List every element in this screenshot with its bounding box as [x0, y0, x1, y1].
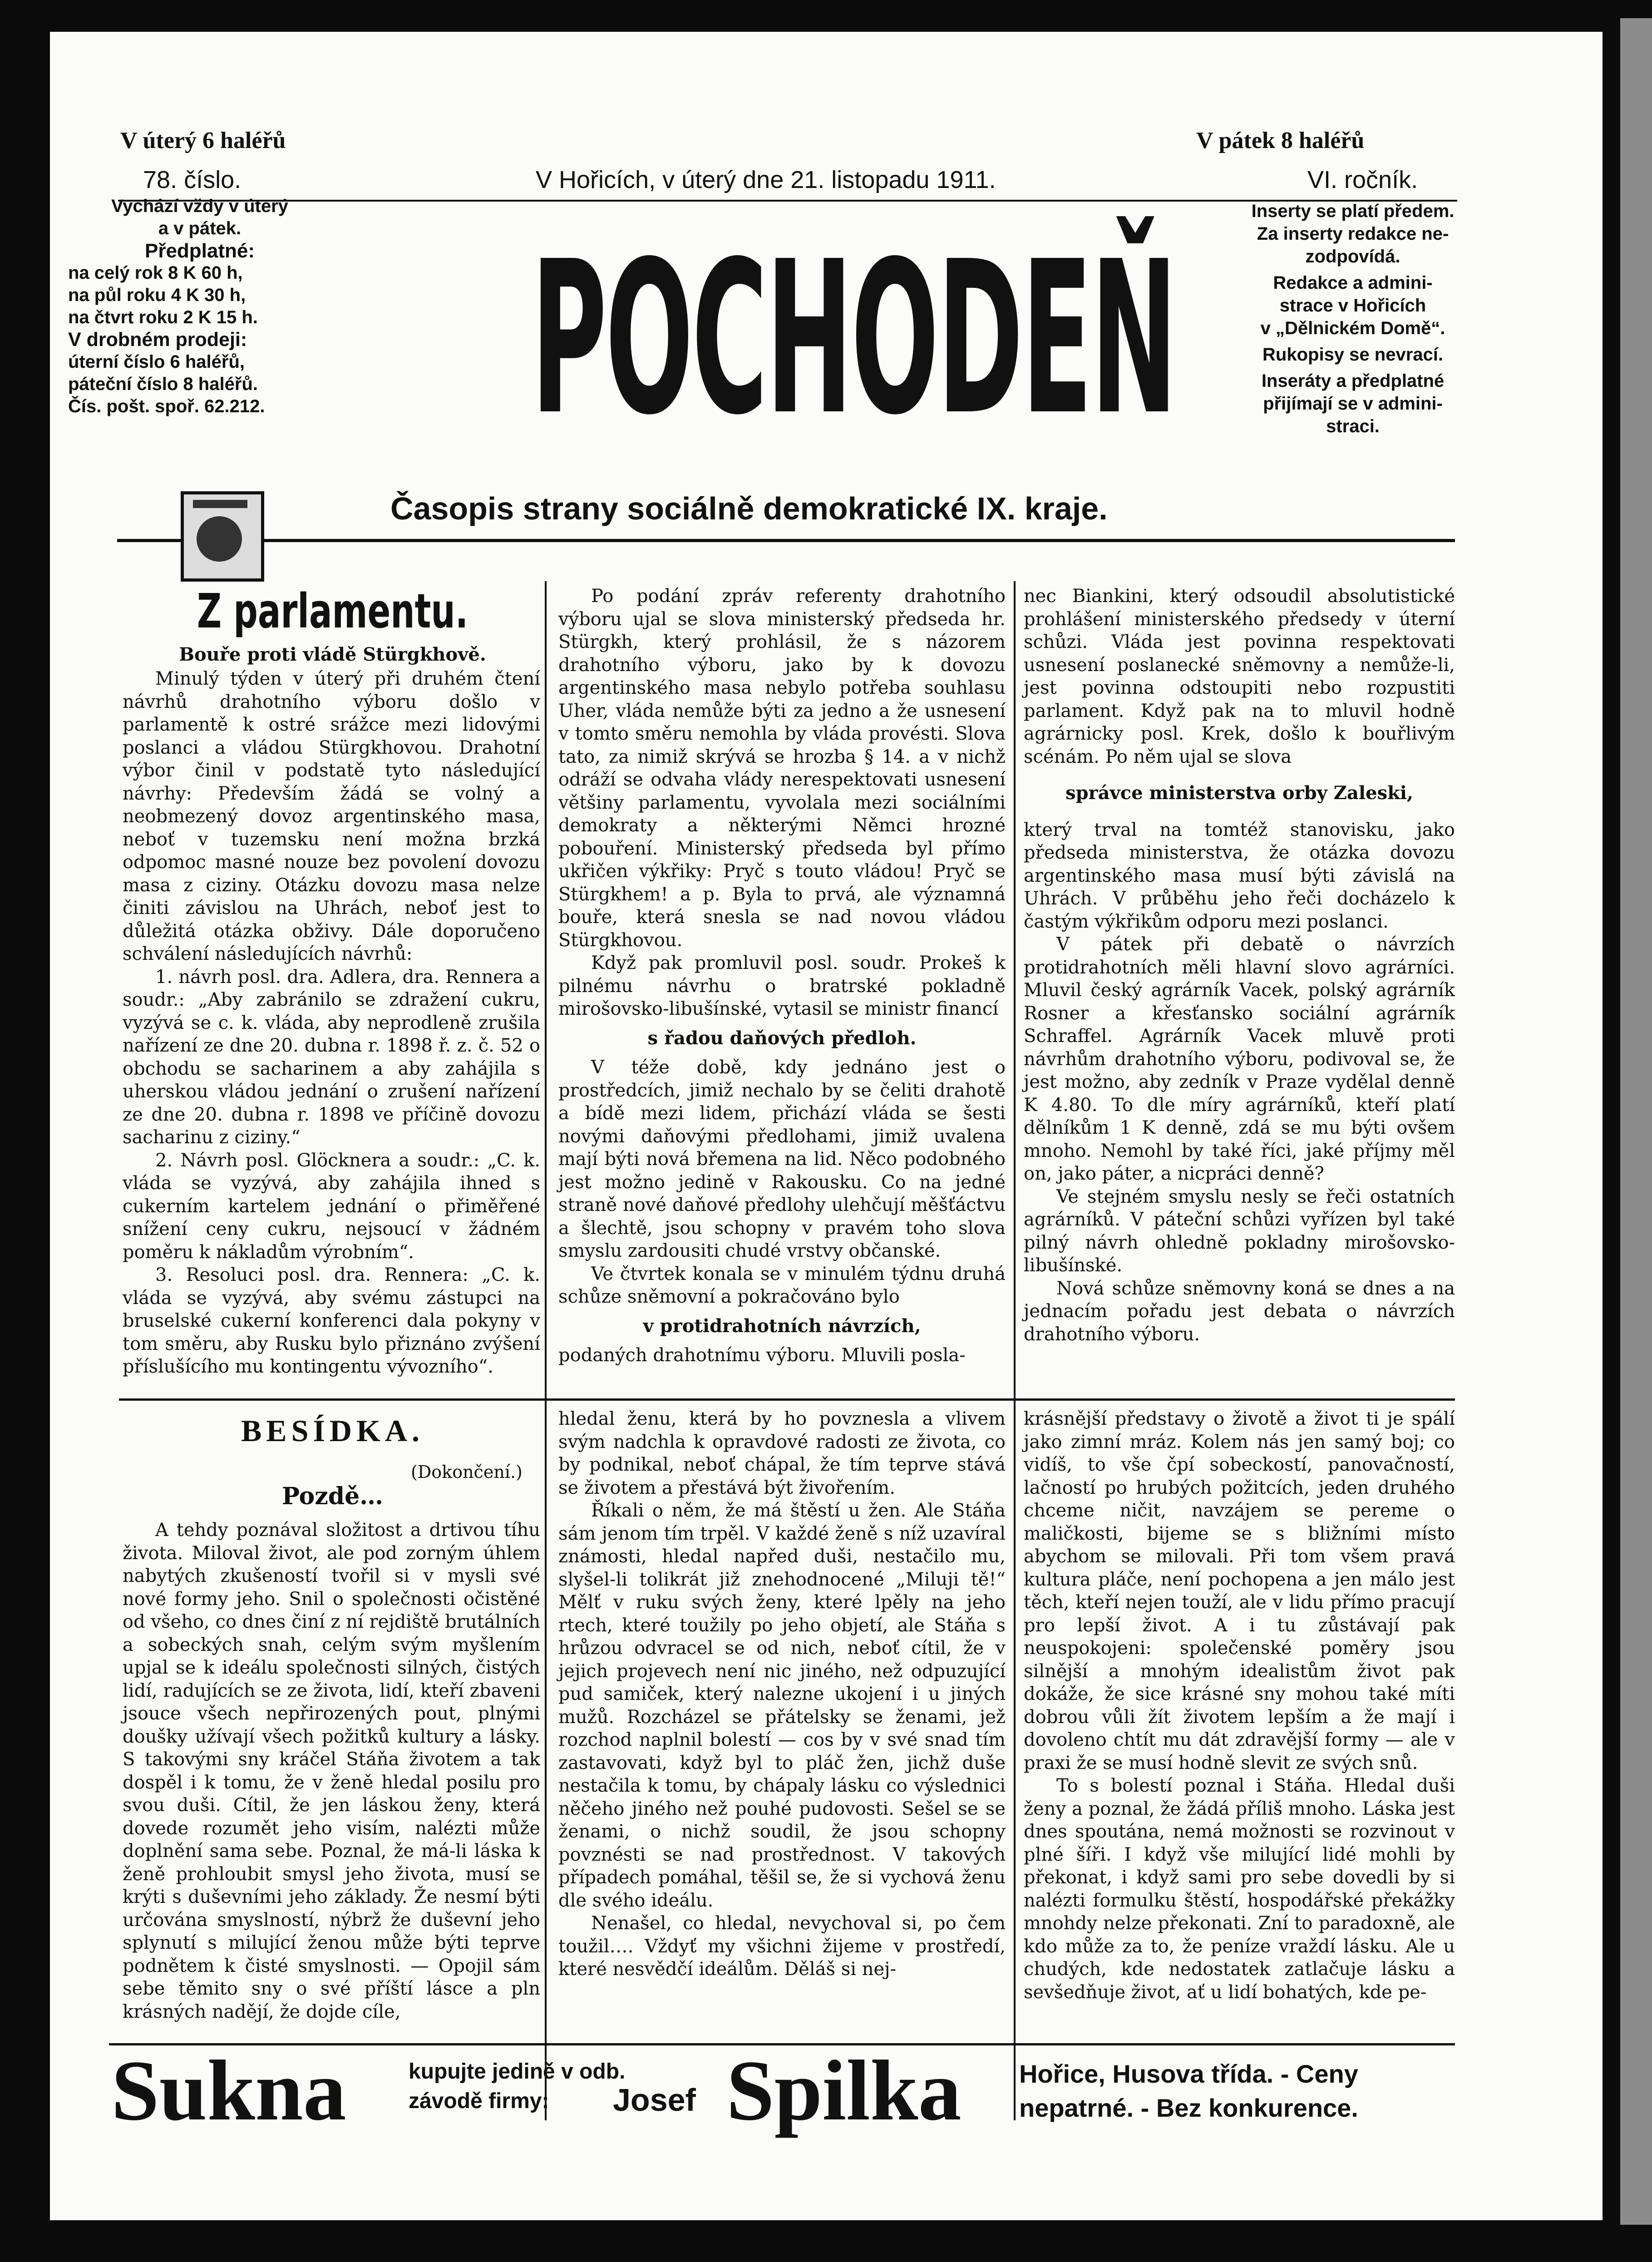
- paragraph: podaných drahotnímu výboru. Mluvili posla-: [558, 1345, 966, 1366]
- info-line: na celý rok 8 K 60 h,: [68, 263, 243, 283]
- paragraph: V pátek při debatě o návrzích protidrahotních měli hlavní slovo agrárníci. Mluvil český agrárník Vacek, polský agrárník Rosner a křesťansko sociální agrárník Schraffel. Agrárník Vacek mluvě proti návrhům drahotního výboru, podivoval se, že jest možno, aby zedník v Praze vydělal denně K 4.80. To dle míry agrárníků, kteří platí dělníkům 1 K denně, zdá se mu býti ovšem mnoho. Nemohl by také říci, jaké příjmy měl on, jako páter, a nicpráci denně?: [1024, 934, 1455, 1184]
- advert-sukna: Sukna: [111, 2043, 346, 2139]
- story-column-3: [1024, 1408, 1455, 2004]
- paragraph: Nová schůze sněmovny koná se dnes a na jednacím pořadu jest debata o návrzích drahotního výboru.: [1024, 1278, 1455, 1345]
- page-edge: [1620, 18, 1652, 2225]
- volume: VI. ročník.: [1307, 166, 1418, 193]
- paragraph: Ve stejném smyslu nesly se řeči ostatních agrárníků. V páteční schůzi vyřízen byl také pilný návrh ohledně pokladny mirošovsko-libušínské.: [1024, 1186, 1455, 1276]
- info-line: v „Dělnickém Domě“.: [1260, 318, 1445, 338]
- info-line: Předplatné:: [144, 240, 255, 262]
- advert-line: závodě firmy:: [409, 2089, 549, 2113]
- masthead-rule: [261, 539, 1455, 542]
- section-divider: [1016, 1398, 1455, 1401]
- story-column-1: [123, 1519, 540, 2023]
- issue-number: 78. číslo.: [143, 166, 242, 193]
- feuilleton-heading: BESÍDKA.: [241, 1413, 424, 1448]
- info-line: Čís. pošt. spoř. 62.212.: [68, 396, 265, 416]
- article-column-1: [123, 667, 540, 1378]
- story-title: Pozdě…: [281, 1482, 384, 1510]
- subscription-info: [68, 195, 331, 418]
- price-tuesday: V úterý 6 haléřů: [120, 128, 286, 153]
- paragraph: 3. Resoluci posl. dra. Rennera: „C. k. vláda se vyzývá, aby svému zástupci na bruselské cukerní konferenci dala pokyny v tom směru, aby Rusku bylo přiznáno zvýšení příslušícího mu kontingentu vývozního“.: [123, 1264, 540, 1377]
- paragraph: který trval na tomtéž stanovisku, jako předseda ministerstva, že otázka dovozu argentinského masa musí býti závislá na Uhrách. V průběhu jeho řeči docházelo k častým výkřikům odporu mezi poslanci.: [1024, 819, 1455, 932]
- info-line: a v pátek.: [158, 218, 242, 238]
- info-line: Inserty se platí předem.: [1251, 201, 1455, 221]
- info-line: strace v Hořicích: [1279, 296, 1426, 316]
- paragraph: V téže době, kdy jednáno jest o prostředcích, jimiž nechalo by se čeliti drahotě a bídě mezi lidem, přichází vláda se šesti novými daňovými předlohami, jimiž uvalena mají býti nová břemena na lid. Něco podobného jest možno jedině v Rakousku. Co na jedné straně nové daňové předlohy ulehčují měšťáctvu a šlechtě, jsou schopny v pravém toho slova smyslu zardousiti chudé vrstvy občanské.: [558, 1057, 1006, 1261]
- paragraph: Nenašel, co hledal, nevychoval si, po čem toužil…. Vždyť my všichni žijeme v prostředí, které nesvědčí ideálům. Děláš si nej-: [558, 1913, 1006, 1980]
- column-rule: [545, 581, 547, 2120]
- newspaper-title: POCHODEŇ: [531, 216, 1176, 461]
- party-emblem-icon: [181, 491, 264, 582]
- paragraph: hledal ženu, která by ho povznesla a vlivem svým nadchla k opravdové radosti ze života, co by podnikal, neboť chápal, že tím teprve stává se životem a přestává být živořením.: [558, 1408, 1006, 1498]
- paragraph: A tehdy poznával složitost a drtivou tíhu života. Miloval život, ale pod zorným úhlem nabytých zkušeností tvořil si v mysli své nové formy jeho. Snil o společnosti očistěné od všeho, co dnes činí z ní rejdiště brutálních a sobeckých snah, celým svým myšlením upjal se k ideálu společnosti silných, čistých lidí, radujících se ze života, lidí, kteří zbaveni jsouce všech nepřirozených pout, plnými doušky užívají všech požitků kultury a lásky. S takovými sny kráčel Stáňa životem a tak dospěl i k tomu, že v ženě hledal posilu pro svou duši. Cítil, že jen láskou ženy, která dovede rozumět jeho visím, nalézti může doplnění sama sebe. Poznal, že má-li láska k ženě prohloubit smysl jeho života, musí se krýti s duševními jeho základy. Že nesmí býti určována smyslností, nýbrž že duševní jeho splynutí s milující ženou může býti teprve podnětem k čisté smyslnosti. — Opojil sám sebe těmito sny o své příští lásce a pln krásných nadějí, že dojde cíle,: [123, 1520, 540, 2022]
- paragraph: Minulý týden v úterý při druhém čtení návrhů drahotního výboru došlo v parlamentě k ostré srážce mezi lidovými poslanci a vládou Stürgkhovou. Drahotní výbor činil v podstatě tyto následující návrhy: Především žádá se volný a neobmezený dovoz argentinského masa, neboť v tuzemsku není možna brzká odpomoc masné nouze bez povolení dovozu masa z ciziny. Otázku dovozu masa nelze činiti závislou na Uhrách, neboť jest to důležitá otázka obživy. Dále doporučeno schválení následujících návrhů:: [123, 668, 540, 964]
- paragraph: Ve čtvrtek konala se v minulém týdnu druhá schůze sněmovní a pokračováno bylo: [558, 1263, 1006, 1307]
- info-line: Vychází vždy v úterý: [111, 196, 288, 216]
- info-line: V drobném prodeji:: [68, 329, 247, 351]
- paragraph: Když pak promluvil posl. soudr. Prokeš k pilnému návrhu o bratrské pokladně mirošovsko-libušínské, vytasil se ministr financí: [558, 953, 1006, 1019]
- subheading: správce ministerstva orby Zaleski,: [1065, 782, 1413, 804]
- paragraph: 1. návrh posl. dra. Adlera, dra. Rennera a soudr.: „Aby zabránilo se zdražení cukru, vyzývá se c. k. vláda, aby neprodleně zrušila nařízení ze dne 20. dubna r. 1898 ř. z. č. 52 o obchodu se sacharinem a aby zahájila s uherskou vládou jednání o zrušení nařízení ze dne 20. dubna r. 1898 ve příčině dovozu sacharinu z ciziny.“: [123, 966, 540, 1148]
- advert-first-name: Josef: [613, 2082, 696, 2118]
- paragraph: nec Biankini, který odsoudil absolutistické prohlášení ministerského předsedy v úterní schůzi. Vláda jest povinna respektovati usnesení poslanecké sněmovny a nemůže-li, jest povinna odstoupiti nebo rozpustiti parlament. Když pak na to mluvil hodně agrárnicky posl. Krek, došlo k bouřlivým scénám. Po něm ujal se slova: [1024, 586, 1455, 767]
- advert-line: kupujte jedině v odb.: [409, 2060, 626, 2084]
- subheading: v protidrahotních návrzích,: [643, 1315, 921, 1337]
- section-divider: [547, 1398, 1014, 1401]
- info-line: straci.: [1326, 416, 1380, 436]
- advert-spilka: Spilka: [726, 2043, 962, 2139]
- editorial-info: [1239, 200, 1466, 438]
- story-column-2: [558, 1408, 1006, 1981]
- info-line: zodpovídá.: [1305, 247, 1401, 267]
- article-heading: Z parlamentu.: [197, 583, 468, 639]
- paragraph: 2. Návrh posl. Glöcknera a soudr.: „C. k. vláda se vyzývá, aby zahájila ihned s cukerním kartelem jednání o přiměřené snížení ceny cukru, nejsoucí v žádném poměru k nákladům výrobním“.: [123, 1150, 540, 1263]
- paragraph: Po podání zpráv referenty drahotního výboru ujal se slova ministerský předseda hr. Stürgkh, který prohlásil, že s názorem drahotního výboru, jako by k dovozu argentinského masa nebylo potřeba souhlasu Uher, vláda nemůže býti za jedno a že usnesení v tomto směru nemohla by vláda provésti. Slova tato, za nimiž skrývá se hrozba § 14. a v nichž odráží se odvaha vlády nerespektovati usnesení většiny parlamentu, vyvolala mezi sociálními demokraty a některými Němci hrozné pobouření. Ministerský předseda byl přímo ukřičen výkřiky: Pryč s touto vládou! Pryč se Stürgkhem! a p. Byla to prvá, ale významná bouře, která snesla se nad novou vládou Stürgkhovou.: [558, 586, 1006, 951]
- info-line: Za inserty redakce ne-: [1257, 224, 1449, 244]
- price-friday: V pátek 8 haléřů: [1196, 128, 1365, 153]
- info-line: Redakce a admini-: [1273, 273, 1433, 293]
- paragraph: Říkali o něm, že má štěstí u žen. Ale Stáňa sám jenom tím trpěl. V každé ženě s níž uzavíral známosti, hledal napřed duši, nestačilo mu, slyšel-li tolikrát již znehodnocené „Miluji tě!“ Mělť v ruku svých ženy, které lpěly na jeho rtech, které toužily po jeho objetí, ale Stáňa s hrůzou odvracel se od nich, neboť cítil, že v jejich projevech není nic jiného, než odpuzující pud samiček, který nalezne ukojení i u jiných mužů. Rozcházel se přátelsky se ženami, jež rozchod naplnil bolestí — cos by v své snad tím zastavovati, když byl to pláč žen, jichž duše nestačila k tomu, by chápaly lásku co výslednici něčeho jiného než pouhé pudovosti. Sešel se se ženami, o nichž soudil, že jsou schopny povznésti se nad prostřednost. V takových případech pomáhal, těšil se, že si vychová ženu dle svého ideálu.: [558, 1500, 1006, 1911]
- info-line: na půl roku 4 K 30 h,: [68, 285, 246, 305]
- advert-line: nepatrné. - Bez konkurence.: [1019, 2094, 1358, 2122]
- info-line: na čtvrt roku 2 K 15 h.: [68, 307, 258, 327]
- info-line: přijímají se v admini-: [1263, 394, 1443, 414]
- advert-line: Hořice, Husova třída. - Ceny: [1019, 2060, 1358, 2088]
- info-line: Rukopisy se nevrací.: [1262, 345, 1443, 365]
- info-line: páteční číslo 8 haléřů.: [68, 374, 258, 394]
- paragraph: krásnější představy o životě a život ti je spálí jako zimní mráz. Kolem nás jen samý boj; co vidíš, to vše čpí sobeckostí, panovačností, lačností po hrubých požitcích, jeden druhého chceme ničit, navzájem se pereme o maličkosti, bijeme se s bližními místo abychom se milovali. Při tom všem pravá kultura pláče, není pochopena a jen málo jest těch, kteří nejen touží, ale v lidu přímo pracují pro lepší život. A i tu zůstávají pak neuspokojeni: společenské poměry jsou silnější a mnohým idealistům život pak dokáže, že sice krásné sny mohou také míti dobrou vůli žít životem lepším a že mají i dovoleno chtít mu dát zdravější formy — ale v praxi že se musí hodně slevit ze svých snů.: [1024, 1408, 1455, 1773]
- column-rule: [1014, 581, 1016, 2120]
- subheading: s řadou daňových předloh.: [647, 1027, 917, 1049]
- paragraph: To s bolestí poznal i Stáňa. Hledal duši ženy a poznal, že žádá příliš mnoho. Láska jest dnes spoutána, nemá možnosti se rozvinout v plné šíři. I když vše milující lidé mohli by překonat, i když sami pro sebe dovedli by si nalézti formulku štěstí, hospodářské překážky mnohdy nelze překonati. Zní to paradoxně, ale kdo může za to, že peníze vraždí lásku. Ale u chudých, kde nedostatek zatlačuje lásku a sevšedňuje život, ať u lidí bohatých, kde pe-: [1024, 1775, 1455, 2003]
- article-subheading: Bouře proti vládě Stürgkhově.: [179, 644, 486, 665]
- info-line: Inseráty a předplatné: [1261, 371, 1445, 391]
- article-column-2: [558, 585, 1006, 1367]
- dateline: V Hořicích, v úterý dne 21. listopadu 1911.: [536, 166, 996, 193]
- newspaper-subtitle: Časopis strany sociálně demokratické IX. kraje.: [390, 491, 1108, 526]
- article-column-3: [1024, 585, 1455, 1346]
- masthead-rule-left: [117, 539, 181, 542]
- info-line: úterní číslo 6 haléřů,: [68, 352, 245, 372]
- continuation-note: (Dokončení.): [411, 1462, 523, 1482]
- section-divider: [119, 1398, 546, 1401]
